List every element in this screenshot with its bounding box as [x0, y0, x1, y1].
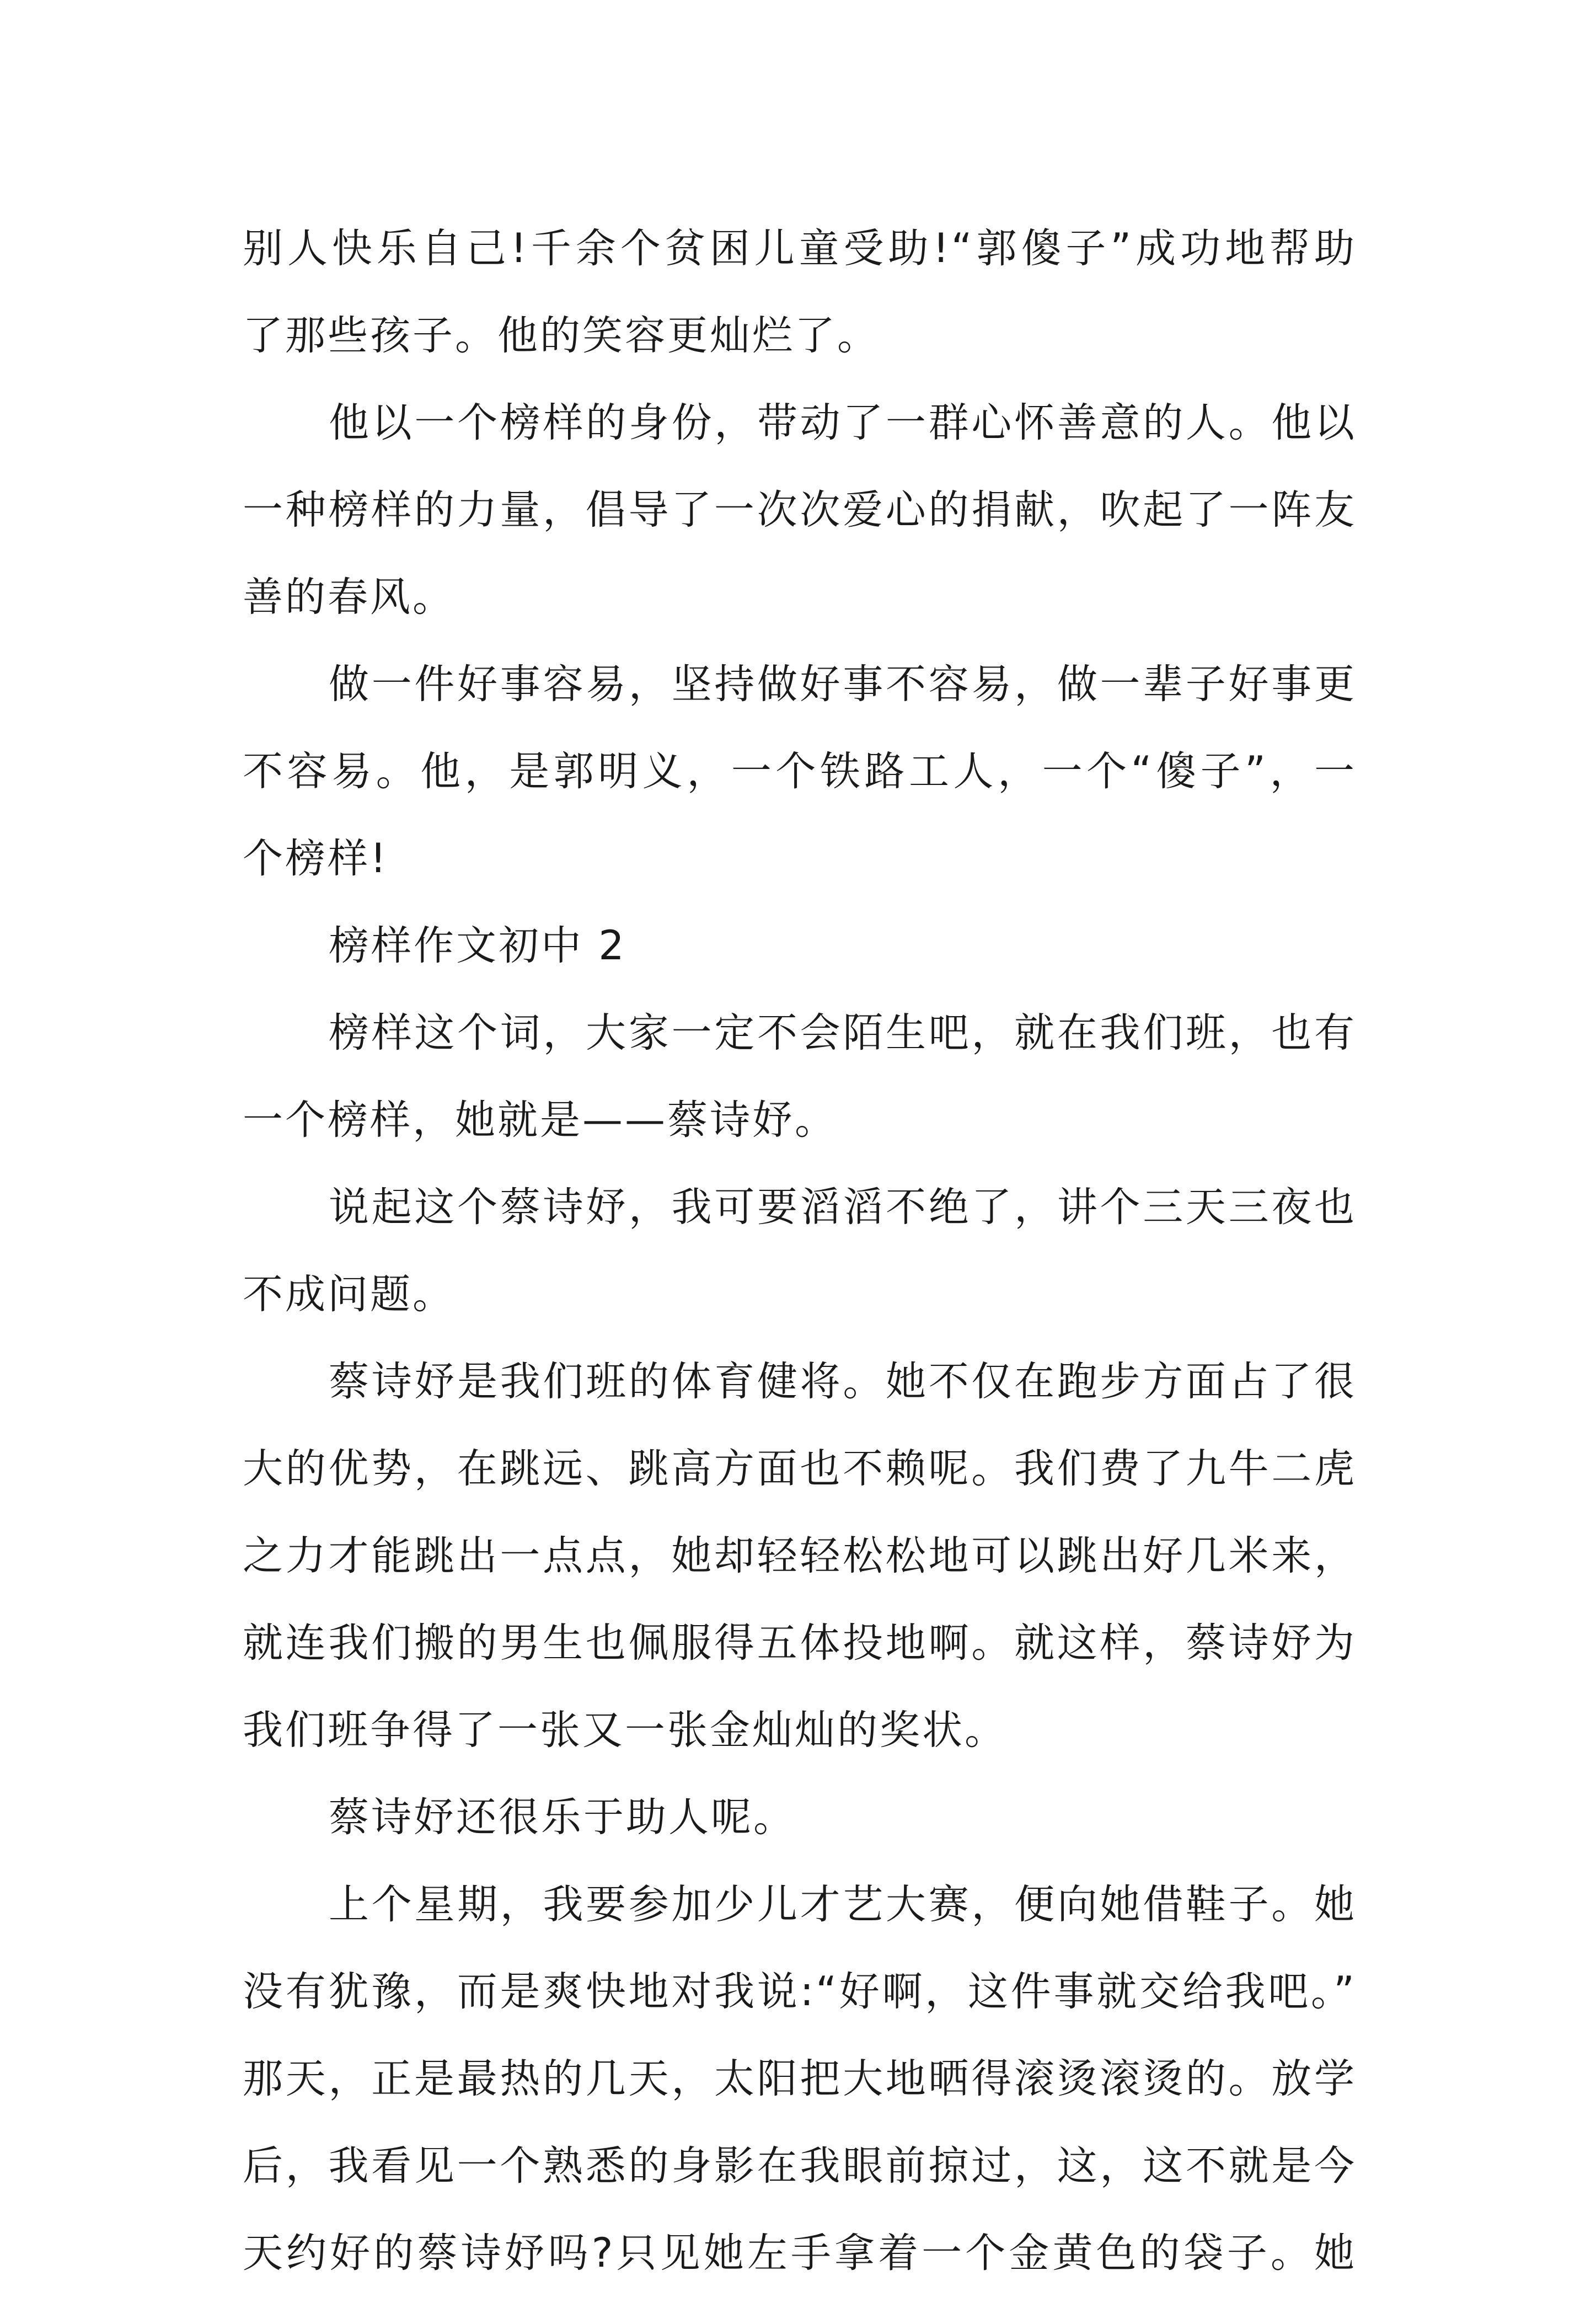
paragraph — [243, 1164, 1357, 1338]
paragraph — [243, 902, 1357, 990]
text-line: 蔡诗妤是我们班的体育健将。她不仅在跑步方面占了很 — [329, 1358, 1357, 1405]
paragraph — [243, 380, 1357, 641]
text-line: 天约好的蔡诗妤吗?只见她左手拿着一个金黄色的袋子。她 — [243, 2230, 1357, 2277]
text-line: 那天，正是最热的几天，太阳把大地晒得滚烫滚烫的。放学 — [243, 2055, 1357, 2102]
text-line: 后，我看见一个熟悉的身影在我眼前掠过，这，这不就是今 — [243, 2143, 1357, 2189]
paragraph — [243, 1861, 1357, 2297]
paragraph — [243, 641, 1357, 902]
text-line: 之力才能跳出一点点，她却轻轻松松地可以跳出好几米来， — [243, 1532, 1357, 1579]
text-line: 不容易。他，是郭明义，一个铁路工人，一个“傻子”，一 — [243, 748, 1357, 795]
text-line: 说起这个蔡诗妤，我可要滔滔不绝了，讲个三天三夜也 — [329, 1184, 1357, 1231]
text-line: 了那些孩子。他的笑容更灿烂了。 — [243, 312, 880, 359]
text-line: 我们班争得了一张又一张金灿灿的奖状。 — [243, 1707, 1007, 1754]
paragraph — [243, 1774, 1357, 1861]
text-line: 榜样作文初中 2 — [329, 922, 626, 969]
paragraph — [243, 990, 1357, 1164]
text-line: 他以一个榜样的身份，带动了一群心怀善意的人。他以 — [329, 399, 1357, 446]
text-line: 善的春风。 — [243, 574, 455, 621]
text-line: 大的优势，在跳远、跳高方面也不赖呢。我们费了九牛二虎 — [243, 1445, 1357, 1492]
text-line: 榜样这个词，大家一定不会陌生吧，就在我们班，也有 — [329, 1009, 1357, 1056]
text-line: 不成问题。 — [243, 1271, 455, 1318]
text-line: 一种榜样的力量，倡导了一次次爱心的捐献，吹起了一阵友 — [243, 487, 1357, 533]
document-body — [243, 205, 1357, 2297]
text-line: 一个榜样，她就是——蔡诗妤。 — [243, 1097, 837, 1144]
text-line: 别人快乐自己!千余个贫困儿童受助!“郭傻子”成功地帮助 — [243, 225, 1357, 272]
text-line: 上个星期，我要参加少儿才艺大赛，便向她借鞋子。她 — [329, 1881, 1357, 1928]
text-line: 个榜样! — [243, 835, 389, 882]
paragraph — [243, 205, 1357, 380]
text-line: 就连我们搬的男生也佩服得五体投地啊。就这样，蔡诗妤为 — [243, 1620, 1357, 1666]
text-line: 没有犹豫，而是爽快地对我说:“好啊，这件事就交给我吧。” — [243, 1968, 1357, 2015]
paragraph — [243, 1338, 1357, 1774]
text-line: 蔡诗妤还很乐于助人呢。 — [329, 1794, 796, 1841]
text-line: 做一件好事容易，坚持做好事不容易，做一辈子好事更 — [329, 661, 1357, 708]
